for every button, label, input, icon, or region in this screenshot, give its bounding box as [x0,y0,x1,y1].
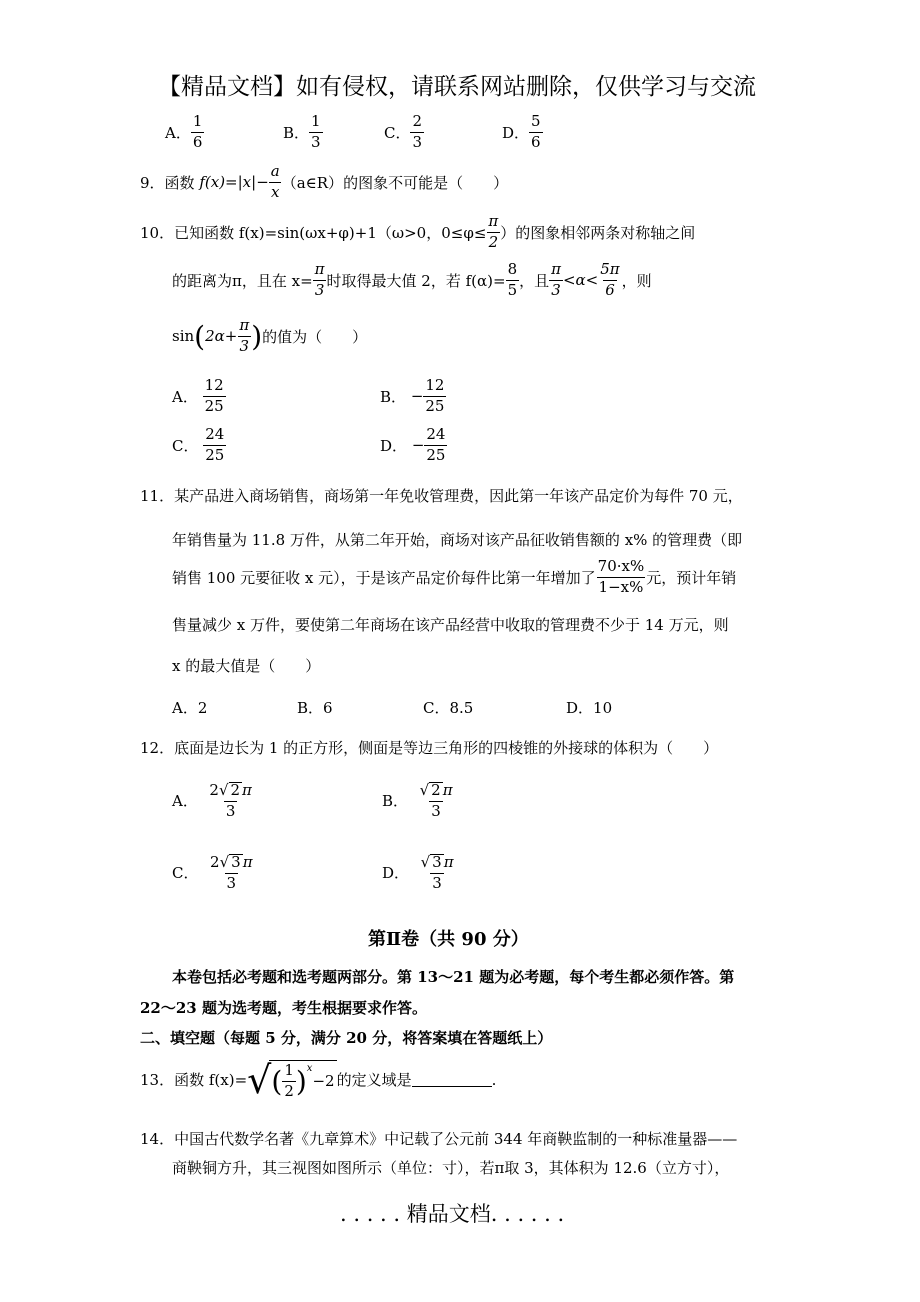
numerator: 5π [600,260,620,278]
footer-text: . . . . . 精品文档. . . . . . [340,1202,565,1226]
option-fraction [309,114,323,151]
denominator: 25 [204,396,224,415]
q9-fraction [269,164,282,201]
question-14-line-2: 商鞅铜方升，其三视图如图所示（单位：寸），若π取 3，其体积为 12.6（立方寸）， [172,1159,730,1177]
coefficient: 2 [209,781,219,799]
question-number: 10． [140,223,175,242]
option-sign: − [410,387,424,406]
numerator: 24 [205,425,225,443]
left-paren: ( [194,319,206,353]
option-fraction [424,427,447,464]
q10-option-c [172,427,226,464]
option-label: C． [384,123,411,142]
q10-fraction [549,262,563,299]
q13-exponent: x [306,1063,313,1074]
numerator: 8 [507,260,518,278]
option-label: D． [382,864,410,883]
q10-text-tail: ）的图象相邻两条对称轴之间 [500,223,696,242]
q13-half [282,1063,296,1100]
q10-fraction [598,262,621,299]
denominator: 2 [488,232,499,251]
option-label: C． [172,864,199,883]
question-9 [140,164,508,201]
option-label: A． [165,123,191,142]
q10-text: <α< [562,271,599,290]
radicand: 3 [231,853,241,871]
pi-symbol: π [242,853,253,871]
right-paren: ) [251,319,263,353]
radicand: 2 [230,781,241,799]
question-number: 11． [140,487,175,505]
numerator: 2√ 3 π [210,853,253,871]
question-10-line-1 [140,214,695,251]
q13-minus: −2 [312,1072,335,1091]
q10-text: ，且 [519,271,550,290]
q14-text: 中国古代数学名著《九章算术》中记载了公元前 344 年商鞅监制的一种标准量器—— [174,1130,738,1148]
numerator: π [239,316,250,334]
q8-option-d [502,114,543,151]
q11-text: 元，预计年销 [646,568,737,587]
question-11-line-3 [172,559,736,596]
numerator: 12 [204,376,224,394]
q12-option-a [172,782,254,820]
question-14-line-1 [140,1128,737,1149]
option-fraction [208,854,255,892]
question-12 [140,737,718,758]
denominator: 3 [432,873,442,892]
q8-option-a [165,114,204,151]
denominator: 3 [225,801,236,820]
question-number: 13． [140,1071,175,1090]
q13-radicand [269,1060,336,1100]
option-label: B． [382,792,409,811]
q10-fraction [506,262,520,299]
option-fraction [419,854,456,892]
question-11-line-5: x 的最大值是（ ） [172,657,321,675]
q12-option-d [382,854,456,892]
denominator: 6 [192,132,203,151]
q13-suffix: 的定义域是 [336,1071,412,1090]
option-fraction [207,782,254,820]
q10-sin: sin [172,327,195,346]
q10-text: 的距离为π，且在 x= [172,271,313,290]
denominator: 25 [205,445,225,464]
denominator: 6 [531,132,541,151]
q10-fraction [486,214,500,251]
question-number: 14． [140,1130,175,1148]
numerator: 1 [311,112,321,130]
radicand: 3 [432,853,442,871]
answer-blank [412,1072,492,1087]
option-fraction [418,782,455,820]
numerator: π [551,260,561,278]
q13-end: . [491,1070,497,1089]
numerator: π [488,212,499,230]
numerator: 1 [284,1061,294,1079]
option-sign: − [411,436,425,455]
q10-text: 时取得最大值 2，若 f(α)= [326,271,506,290]
option-fraction [203,378,226,415]
option-label: A． [172,792,198,811]
q13-prefix: 函数 f(x)= [174,1071,248,1090]
q9-condition: （a∈R） [281,173,344,192]
q12-text: 底面是边长为 1 的正方形，侧面是等边三角形的四棱锥的外接球的体积为（ ） [174,739,719,757]
pi-symbol: π [442,781,453,799]
numerator: 2 [412,112,423,130]
q8-option-b [283,114,323,151]
numerator: 24 [426,425,446,443]
denominator: 6 [605,280,615,299]
q10-text: ，则 [621,271,652,290]
question-10-line-2 [172,262,652,299]
numerator: 70·x% [597,557,645,575]
q11-option-c: C．8.5 [423,699,474,717]
coefficient: 2 [210,853,220,871]
q10-option-b [380,378,446,415]
option-label: B． [283,123,310,142]
part-2-description-line-1: 本卷包括必考题和选考题两部分。第 13～21 题为必考题，每个考生都必须作答。第 [172,968,735,986]
q10-option-d [380,427,447,464]
numerator: a [270,162,280,180]
pi-symbol: π [443,853,454,871]
part-2-description-line-2: 22～23 题为选考题，考生根据要求作答。 [140,999,427,1017]
q12-option-c [172,854,255,892]
denominator: 5 [507,280,518,299]
option-fraction [410,114,424,151]
numerator: π [314,260,325,278]
q11-option-d: D．10 [566,699,613,717]
option-label: D． [502,123,530,142]
denominator: 1−x% [598,577,644,596]
pi-symbol: π [242,781,252,799]
q11-text: 销售 100 元要征收 x 元），于是该产品定价每件比第一年增加了 [172,568,596,587]
question-10-line-3 [172,318,367,355]
option-fraction [423,378,446,415]
option-label: B． [380,387,407,406]
q10-fraction [313,262,327,299]
q10-text: 的值为（ ） [262,327,368,346]
sqrt-symbol: √ [247,1057,272,1102]
q10-text: 2α+ [205,327,238,346]
option-label: D． [380,436,408,455]
denominator: 3 [239,336,250,355]
option-fraction [203,427,226,464]
option-label: C． [172,436,199,455]
radicand: 2 [431,781,441,799]
question-13 [140,1057,497,1102]
q9-prefix: 函数 [164,173,195,192]
left-paren: ( [271,1064,283,1098]
denominator: 25 [425,396,445,415]
numerator: √ 2 π [419,781,453,799]
denominator: 3 [226,873,237,892]
denominator: x [271,182,280,201]
option-fraction [529,114,543,151]
q9-suffix: 的图象不可能是（ ） [343,173,509,192]
question-11-line-2: 年销售量为 11.8 万件，从第二年开始，商场对该产品征收销售额的 x% 的管理费（即 [172,531,743,549]
q11-text: 某产品进入商场销售，商场第一年免收管理费，因此第一年该产品定价为每件 70 元， [174,487,743,505]
q9-function: f(x)=|x|− [199,173,269,192]
denominator: 3 [431,801,441,820]
denominator: 2 [284,1081,294,1100]
option-fraction [191,114,205,151]
numerator: 5 [531,112,541,130]
numerator: 12 [425,376,445,394]
q8-option-c [384,114,424,151]
q10-fraction [237,318,251,355]
denominator: 25 [426,445,446,464]
section-heading: 二、填空题（每题 5 分，满分 20 分，将答案填在答题纸上） [140,1029,553,1047]
numerator: 2√ 2 π [209,781,252,799]
numerator: 1 [192,112,203,130]
denominator: 3 [551,280,561,299]
numerator: √ 3 π [420,853,454,871]
option-label: A． [172,387,198,406]
denominator: 3 [412,132,423,151]
q11-option-b: B．6 [297,699,333,717]
question-11-line-4: 售量减少 x 万件，要使第二年商场在该产品经营中收取的管理费不少于 14 万元，则 [172,616,729,634]
q10-option-a [172,378,226,415]
q10-text: 已知函数 f(x)=sin(ωx+φ)+1（ω>0，0≤φ≤ [174,223,487,242]
q12-option-b [382,782,455,820]
q11-option-a: A．2 [172,699,208,717]
question-number: 9． [140,173,165,192]
q11-fraction [596,559,647,596]
question-number: 12． [140,739,175,757]
question-11-line-1 [140,485,743,506]
part-2-title: 第Ⅱ卷（共 90 分） [368,929,529,950]
denominator: 3 [314,280,325,299]
header-banner: 【精品文档】如有侵权，请联系网站删除，仅供学习与交流 [158,74,756,100]
right-paren: ) [295,1064,307,1098]
denominator: 3 [311,132,321,151]
